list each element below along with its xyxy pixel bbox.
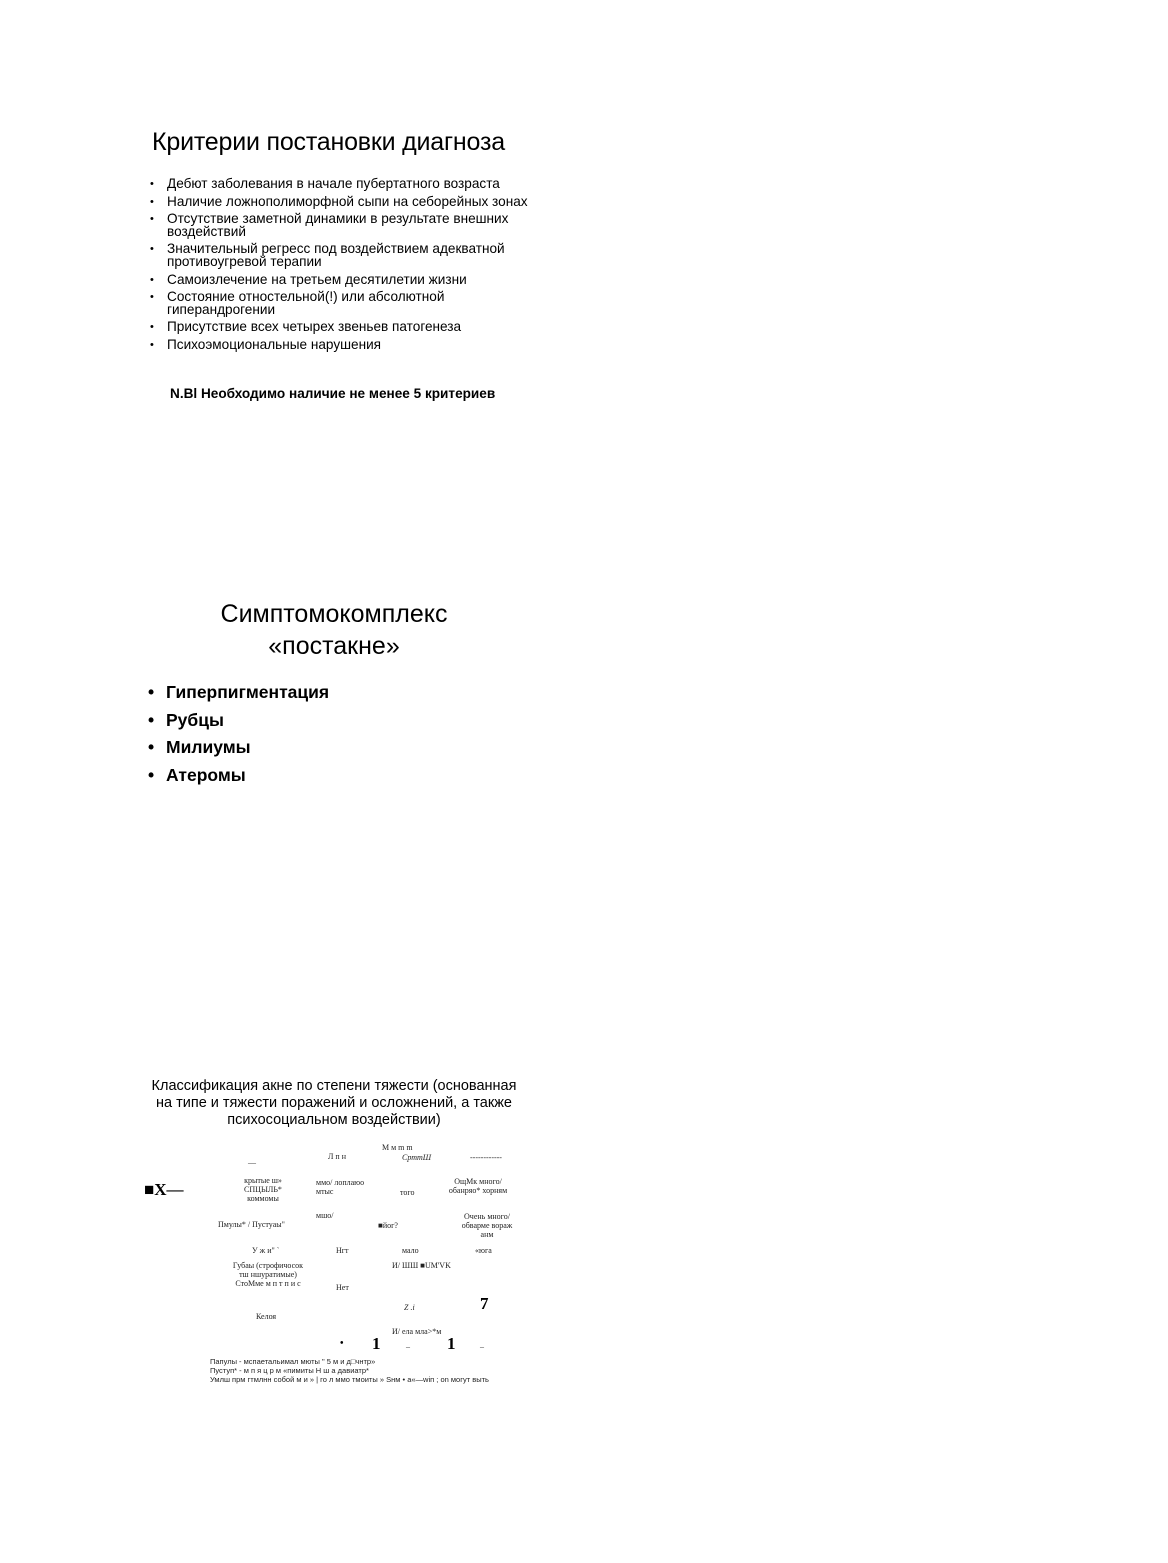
table-cell: И/ ШШ ■UM'VK — [392, 1261, 451, 1270]
footnote: Пуступ* - м п я ц р м «пимиты Н ш а давиатр* — [210, 1366, 369, 1375]
slide2-title-line1: Симптомокомплекс — [220, 600, 448, 628]
criteria-item: • Дебют заболевания в начале пубертатного возраста — [150, 178, 540, 191]
slide2-title — [184, 598, 484, 662]
postacne-item: • Гиперпигментация — [148, 682, 329, 710]
margin-mark: ■X— — [144, 1180, 184, 1199]
table-cell: мало — [402, 1246, 419, 1255]
criteria-item: • Наличие ложнополиморфной сыпи на себорейных зонах — [150, 196, 540, 209]
criteria-item: • Отсутствие заметной динамики в результате внешних воздействий — [150, 213, 540, 238]
table-cell: 7 — [480, 1294, 489, 1313]
bottom-mark: – — [406, 1342, 410, 1351]
table-cell: Очень много/ обварме вораж анм — [461, 1212, 513, 1239]
criteria-item: • Состояние отностельной(!) или абсолютной гиперандрогении — [150, 291, 540, 316]
header-col-a: — — [248, 1158, 256, 1167]
slide3-title: Классификация акне по степени тяжести (основанная на типе и тяжести поражений и осложнений, а также психосоциальном воздействии) — [151, 1078, 517, 1128]
bottom-mark: • — [340, 1338, 344, 1349]
table-cell: мшо/ — [316, 1211, 334, 1220]
table-row-label: крытые ш» СПЦЫЛЬ* коммомы — [244, 1176, 282, 1203]
criteria-list — [150, 178, 540, 357]
bottom-mark: 1 — [372, 1334, 381, 1353]
bottom-line: И/ ела мла>*м — [392, 1327, 442, 1336]
postacne-item: • Рубцы — [148, 710, 329, 738]
postacne-item: • Милиумы — [148, 737, 329, 765]
slide1-title: Критерии постановки диагноза — [152, 128, 505, 156]
header-col-c-top: М м m m — [382, 1143, 413, 1152]
slide2-title-line2: «постакне» — [268, 632, 400, 660]
table-row-label: Губаы (строфичосок тш ншуратимые) СтоМме м п т п и с — [232, 1261, 304, 1288]
postacne-list — [148, 682, 329, 792]
table-cell: Z .i — [404, 1303, 415, 1312]
criteria-note: N.Bl Необходимо наличие не менее 5 критериев — [170, 386, 496, 401]
table-cell: «юга — [475, 1246, 492, 1255]
criteria-item: • Психоэмоциональные нарушения — [150, 339, 540, 352]
bottom-mark: – — [480, 1342, 484, 1351]
table-cell: ОщМк много/ обанряо* хорням — [448, 1177, 508, 1195]
table-row-label: Пмулы* / Пустуаы" — [218, 1220, 285, 1229]
criteria-item: • Присутствие всех четырех звеньев патогенеза — [150, 321, 540, 334]
table-row-label: У ж и" ` — [252, 1246, 280, 1255]
table-cell: того — [400, 1188, 415, 1197]
table-cell: ■йог? — [378, 1221, 398, 1230]
table-cell: ммо/ лоплаюо мтыс — [316, 1178, 365, 1196]
footnote: Папулы - мспаетальимал мюты " 5 м и д□чнтр» — [210, 1357, 376, 1366]
bottom-mark: 1 — [447, 1334, 456, 1353]
table-row-label: Келоя — [256, 1312, 277, 1321]
header-col-b: Л п н — [328, 1152, 346, 1161]
header-col-d: ------------ — [470, 1153, 502, 1162]
postacne-item: • Атеромы — [148, 765, 329, 793]
criteria-item: • Самоизлечение на третьем десятилетии жизни — [150, 274, 540, 287]
table-cell: Нет — [336, 1283, 349, 1292]
criteria-item: • Значительный регресс под воздействием адекватной противоугревой терапии — [150, 243, 540, 268]
table-cell: Нгт — [336, 1246, 349, 1255]
header-col-c: СрттШ — [402, 1153, 432, 1162]
footnote: Умлш прм гтмлнн собой м и » | го л ммо тмоиты » Sнм • а«—wіп ; on могут выть — [210, 1375, 489, 1384]
